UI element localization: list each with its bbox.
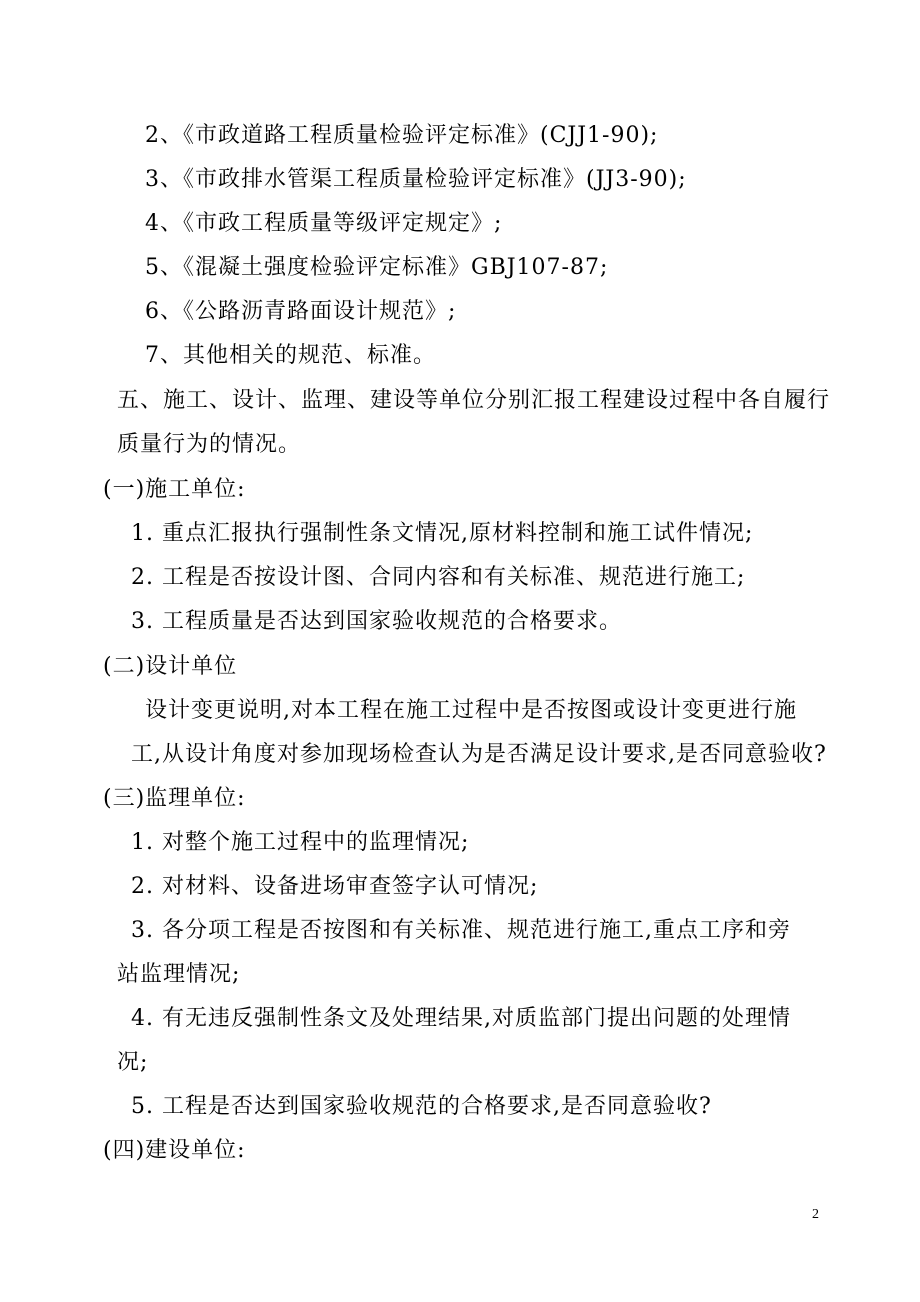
standard-item-3: 3、《市政排水管渠工程质量检验评定标准》(JJ3-90); xyxy=(145,167,687,192)
page-number: 2 xyxy=(812,1207,819,1222)
supervision-item-4-line-2: 况; xyxy=(117,1050,149,1075)
section-five-heading-line-1: 五、施工、设计、监理、建设等单位分别汇报工程建设过程中各自履行 xyxy=(117,388,831,413)
supervision-unit-heading: (三)监理单位: xyxy=(103,786,246,811)
supervision-item-3-line-2: 站监理情况; xyxy=(117,962,241,987)
standard-item-5: 5、《混凝土强度检验评定标准》GBJ107-87; xyxy=(145,255,609,280)
supervision-item-1: 1. 对整个施工过程中的监理情况; xyxy=(131,830,470,855)
standard-item-4: 4、《市政工程质量等级评定规定》; xyxy=(145,211,503,236)
design-description-line-1: 设计变更说明,对本工程在施工过程中是否按图或设计变更进行施 xyxy=(145,698,797,723)
supervision-item-5: 5. 工程是否达到国家验收规范的合格要求,是否同意验收? xyxy=(131,1094,712,1119)
design-unit-heading: (二)设计单位 xyxy=(103,654,238,679)
construction-unit-heading: (一)施工单位: xyxy=(103,477,246,502)
construction-item-2: 2. 工程是否按设计图、合同内容和有关标准、规范进行施工; xyxy=(131,565,746,590)
standard-item-2: 2、《市政道路工程质量检验评定标准》(CJJ1-90); xyxy=(145,123,659,148)
construction-item-3: 3. 工程质量是否达到国家验收规范的合格要求。 xyxy=(131,609,622,634)
supervision-item-3-line-1: 3. 各分项工程是否按图和有关标准、规范进行施工,重点工序和旁 xyxy=(131,918,791,943)
construction-item-1: 1. 重点汇报执行强制性条文情况,原材料控制和施工试件情况; xyxy=(131,521,754,546)
standard-item-7: 7、其他相关的规范、标准。 xyxy=(145,343,436,368)
supervision-item-4-line-1: 4. 有无违反强制性条文及处理结果,对质监部门提出问题的处理情 xyxy=(131,1006,791,1031)
section-five-heading-line-2: 质量行为的情况。 xyxy=(117,432,302,457)
standard-item-6: 6、《公路沥青路面设计规范》; xyxy=(145,299,457,324)
design-description-line-2: 工,从设计角度对参加现场检查认为是否满足设计要求,是否同意验收? xyxy=(131,742,827,767)
supervision-item-2: 2. 对材料、设备进场审查签字认可情况; xyxy=(131,874,539,899)
owner-unit-heading: (四)建设单位: xyxy=(103,1138,246,1163)
